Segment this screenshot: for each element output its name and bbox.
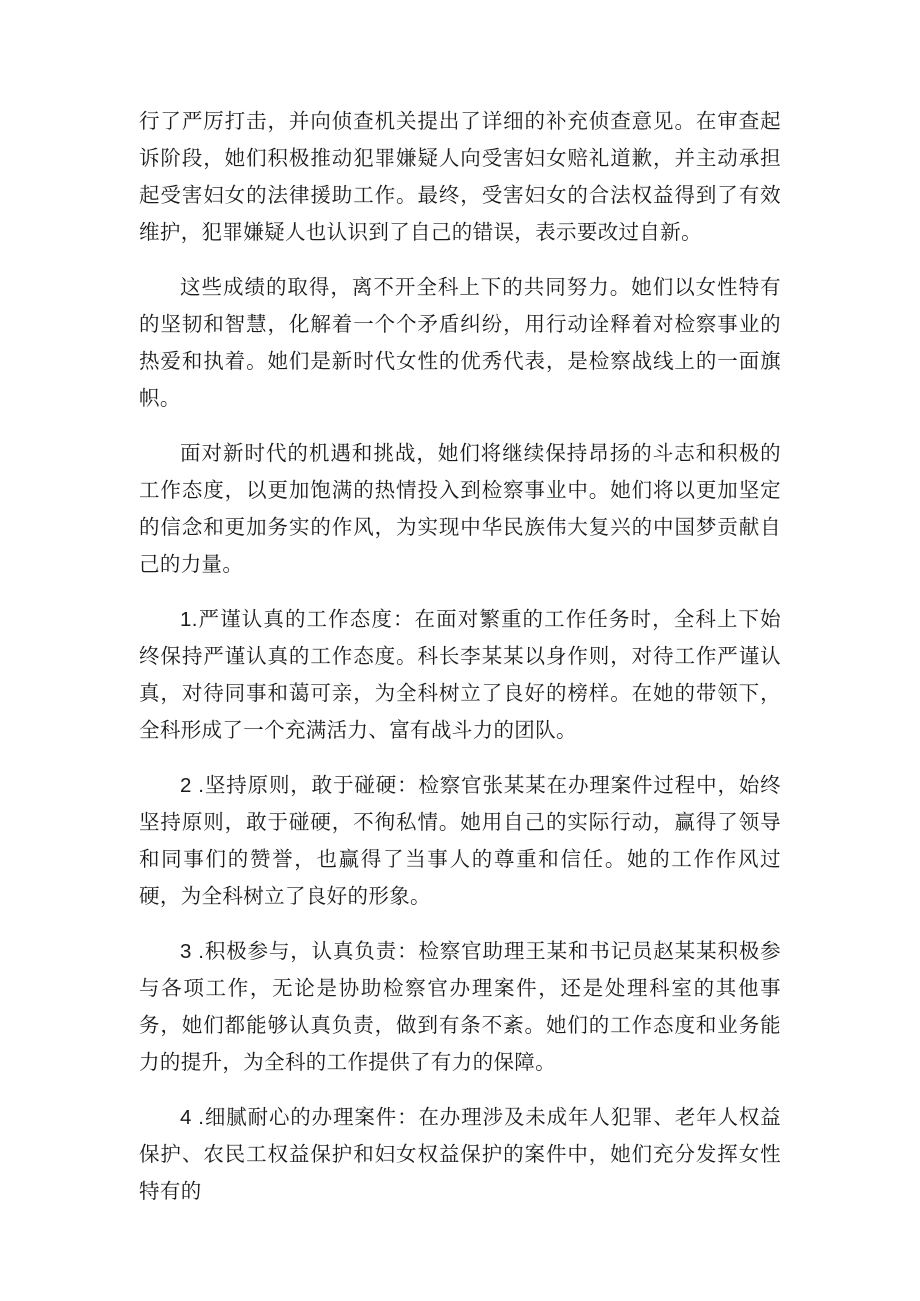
list-item bbox=[139, 933, 781, 1081]
list-item-text: 严谨认真的工作态度：在面对繁重的工作任务时，全科上下始终保持严谨认真的工作态度。科长李某某以身作则，对待工作严谨认真，对待同事和蔼可亲，为全科树立了良好的榜样。在她的带领下，全科形成了一个充满活力、富有战斗力的团队。 bbox=[139, 607, 781, 742]
list-item bbox=[139, 767, 781, 915]
paragraph-outlook: 面对新时代的机遇和挑战，她们将继续保持昂扬的斗志和积极的工作态度，以更加饱满的热情投入到检察事业中。她们将以更加坚定的信念和更加务实的作风，为实现中华民族伟大复兴的中国梦贡献自己的力量。 bbox=[139, 441, 781, 576]
paragraph-achievements: 这些成绩的取得，离不开全科上下的共同努力。她们以女性特有的坚韧和智慧，化解着一个个矛盾纠纷，用行动诠释着对检察事业的热爱和执着。她们是新时代女性的优秀代表，是检察战线上的一面旗帜。 bbox=[139, 275, 781, 410]
list-item bbox=[139, 1099, 781, 1210]
list-item-text: 细腻耐心的办理案件：在办理涉及未成年人犯罪、老年人权益保护、农民工权益保护和妇女权益保护的案件中，她们充分发挥女性特有的 bbox=[139, 1105, 782, 1203]
list-item-text: 积极参与，认真负责：检察官助理王某和书记员赵某某积极参与各项工作，无论是协助检察官办理案件，还是处理科室的其他事务，她们都能够认真负责，做到有条不紊。她们的工作态度和业务能力的提升，为全科的工作提供了有力的保障。 bbox=[139, 939, 782, 1074]
list-item bbox=[139, 601, 781, 749]
list-item-number: 1. bbox=[180, 608, 198, 631]
list-item-text: 坚持原则，敢于碰硬：检察官张某某在办理案件过程中，始终坚持原则，敢于碰硬，不徇私情。她用自己的实际行动，赢得了领导和同事们的赞誉，也赢得了当事人的尊重和信任。她的工作作风过硬，为全科树立了良好的形象。 bbox=[139, 773, 782, 908]
paragraph-continuation: 行了严厉打击，并向侦查机关提出了详细的补充侦查意见。在审查起诉阶段，她们积极推动犯罪嫌疑人向受害妇女赔礼道歉，并主动承担起受害妇女的法律援助工作。最终，受害妇女的合法权益得到了有效维护，犯罪嫌疑人也认识到了自己的错误，表示要改过自新。 bbox=[139, 109, 781, 244]
document-body bbox=[139, 103, 781, 1228]
list-item-number: 2 . bbox=[180, 774, 205, 797]
list-item-number: 4 . bbox=[180, 1106, 205, 1129]
list-item-number: 3 . bbox=[180, 940, 205, 963]
